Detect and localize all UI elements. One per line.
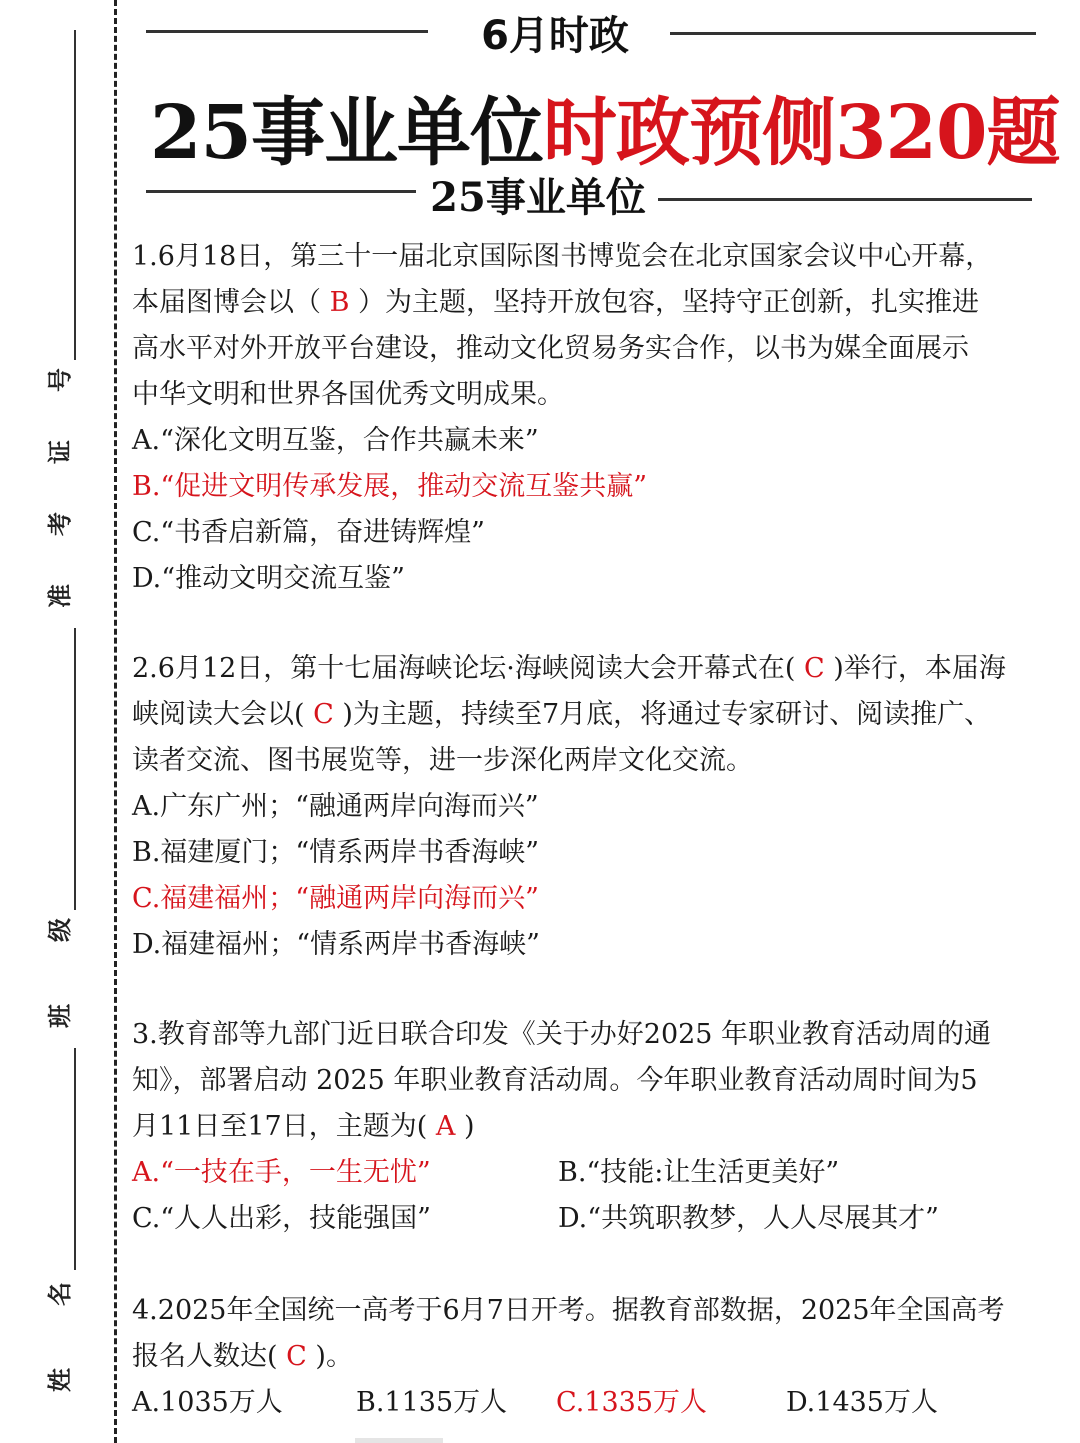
side-label-char: 证	[46, 440, 74, 464]
question-stem: 1.6月18日，第三十一届北京国际图书博览会在北京国家会议中心开幕，	[132, 241, 993, 272]
subtitle-rule-right	[658, 198, 1032, 201]
question-2	[132, 646, 1052, 968]
side-label-char: 考	[46, 512, 74, 536]
subtitle: 25事业单位	[430, 174, 646, 221]
binding-dashed-line	[114, 0, 117, 1443]
option-d: D.“推动文明交流互鉴”	[132, 563, 405, 594]
question-stem: 报名人数达( C )。	[132, 1341, 353, 1372]
option-c: C.“人人出彩，技能强国”	[132, 1203, 431, 1234]
side-label-char: 名	[46, 1282, 74, 1306]
option-a: A.1035万人	[132, 1387, 283, 1418]
answer-mark: C	[286, 1341, 307, 1372]
option-b: B.福建厦门；“情系两岸书香海峡”	[132, 837, 540, 868]
question-stem: 峡阅读大会以( C )为主题，持续至7月底，将通过专家研讨、阅读推广、	[132, 699, 992, 730]
exam-id-underline	[74, 30, 76, 360]
option-d: D.福建福州；“情系两岸书香海峡”	[132, 929, 540, 960]
side-label-char: 姓	[46, 1368, 74, 1392]
answer-mark: B	[329, 287, 350, 318]
side-label-char: 班	[46, 1004, 74, 1028]
side-label-char: 号	[46, 368, 74, 392]
name-underline	[74, 1048, 76, 1270]
option-b-correct: B.“促进文明传承发展，推动交流互鉴共赢”	[132, 471, 648, 502]
name-label	[38, 1282, 82, 1392]
question-stem: 知》，部署启动 2025 年职业教育活动周。今年职业教育活动周时间为5	[132, 1065, 978, 1096]
option-b: B.“技能:让生活更美好”	[558, 1157, 840, 1188]
question-stem: 月11日至17日，主题为( A )	[132, 1111, 475, 1142]
footer-mark	[355, 1438, 443, 1443]
month-label: 6月时政	[481, 13, 629, 59]
option-d: D.“共筑职教梦，人人尽展其才”	[558, 1203, 939, 1234]
class-label	[38, 918, 82, 1028]
option-b: B.1135万人	[356, 1387, 508, 1418]
question-1	[132, 234, 1052, 602]
option-a: A.广东广州；“融通两岸向海而兴”	[132, 791, 539, 822]
option-d: D.1435万人	[786, 1387, 938, 1418]
side-label-char: 级	[46, 918, 74, 942]
options-row	[132, 1196, 1052, 1242]
option-a-correct: A.“一技在手，一生无忧”	[132, 1157, 431, 1188]
option-c: C.“书香启新篇，奋进铸辉煌”	[132, 517, 485, 548]
answer-mark: A	[435, 1111, 456, 1142]
title-black-part: 25事业单位	[150, 90, 543, 176]
question-stem: 读者交流、图书展览等，进一步深化两岸文化交流。	[132, 745, 753, 776]
subtitle-rule-left	[146, 190, 416, 193]
question-stem: 2.6月12日，第十七届海峡论坛·海峡阅读大会开幕式在( C )举行，本届海	[132, 653, 1006, 684]
side-label-char: 准	[46, 584, 74, 608]
question-stem: 3.教育部等九部门近日联合印发《关于办好2025 年职业教育活动周的通	[132, 1019, 992, 1050]
option-c-correct: C.福建福州；“融通两岸向海而兴”	[132, 883, 539, 914]
question-stem: 中华文明和世界各国优秀文明成果。	[132, 379, 564, 410]
question-stem: 4.2025年全国统一高考于6月7日开考。据教育部数据，2025年全国高考	[132, 1295, 1005, 1326]
question-4	[132, 1288, 1052, 1426]
title-red-part: 时政预侧320题	[542, 90, 1060, 176]
options-row	[132, 1380, 1052, 1426]
header-rule-left	[146, 30, 428, 33]
question-stem: 本届图博会以（ B ）为主题，坚持开放包容，坚持守正创新，扎实推进	[132, 287, 980, 318]
question-3	[132, 1012, 1052, 1242]
page-title	[150, 74, 1060, 180]
option-a: A.“深化文明互鉴，合作共赢未来”	[132, 425, 539, 456]
exam-id-label	[38, 368, 82, 608]
answer-mark: C	[804, 653, 825, 684]
question-stem: 高水平对外开放平台建设，推动文化贸易务实合作，以书为媒全面展示	[132, 333, 969, 364]
class-underline	[74, 628, 76, 910]
option-c-correct: C.1335万人	[556, 1387, 707, 1418]
answer-mark: C	[313, 699, 334, 730]
header-rule-right	[670, 32, 1036, 35]
options-row	[132, 1150, 1052, 1196]
